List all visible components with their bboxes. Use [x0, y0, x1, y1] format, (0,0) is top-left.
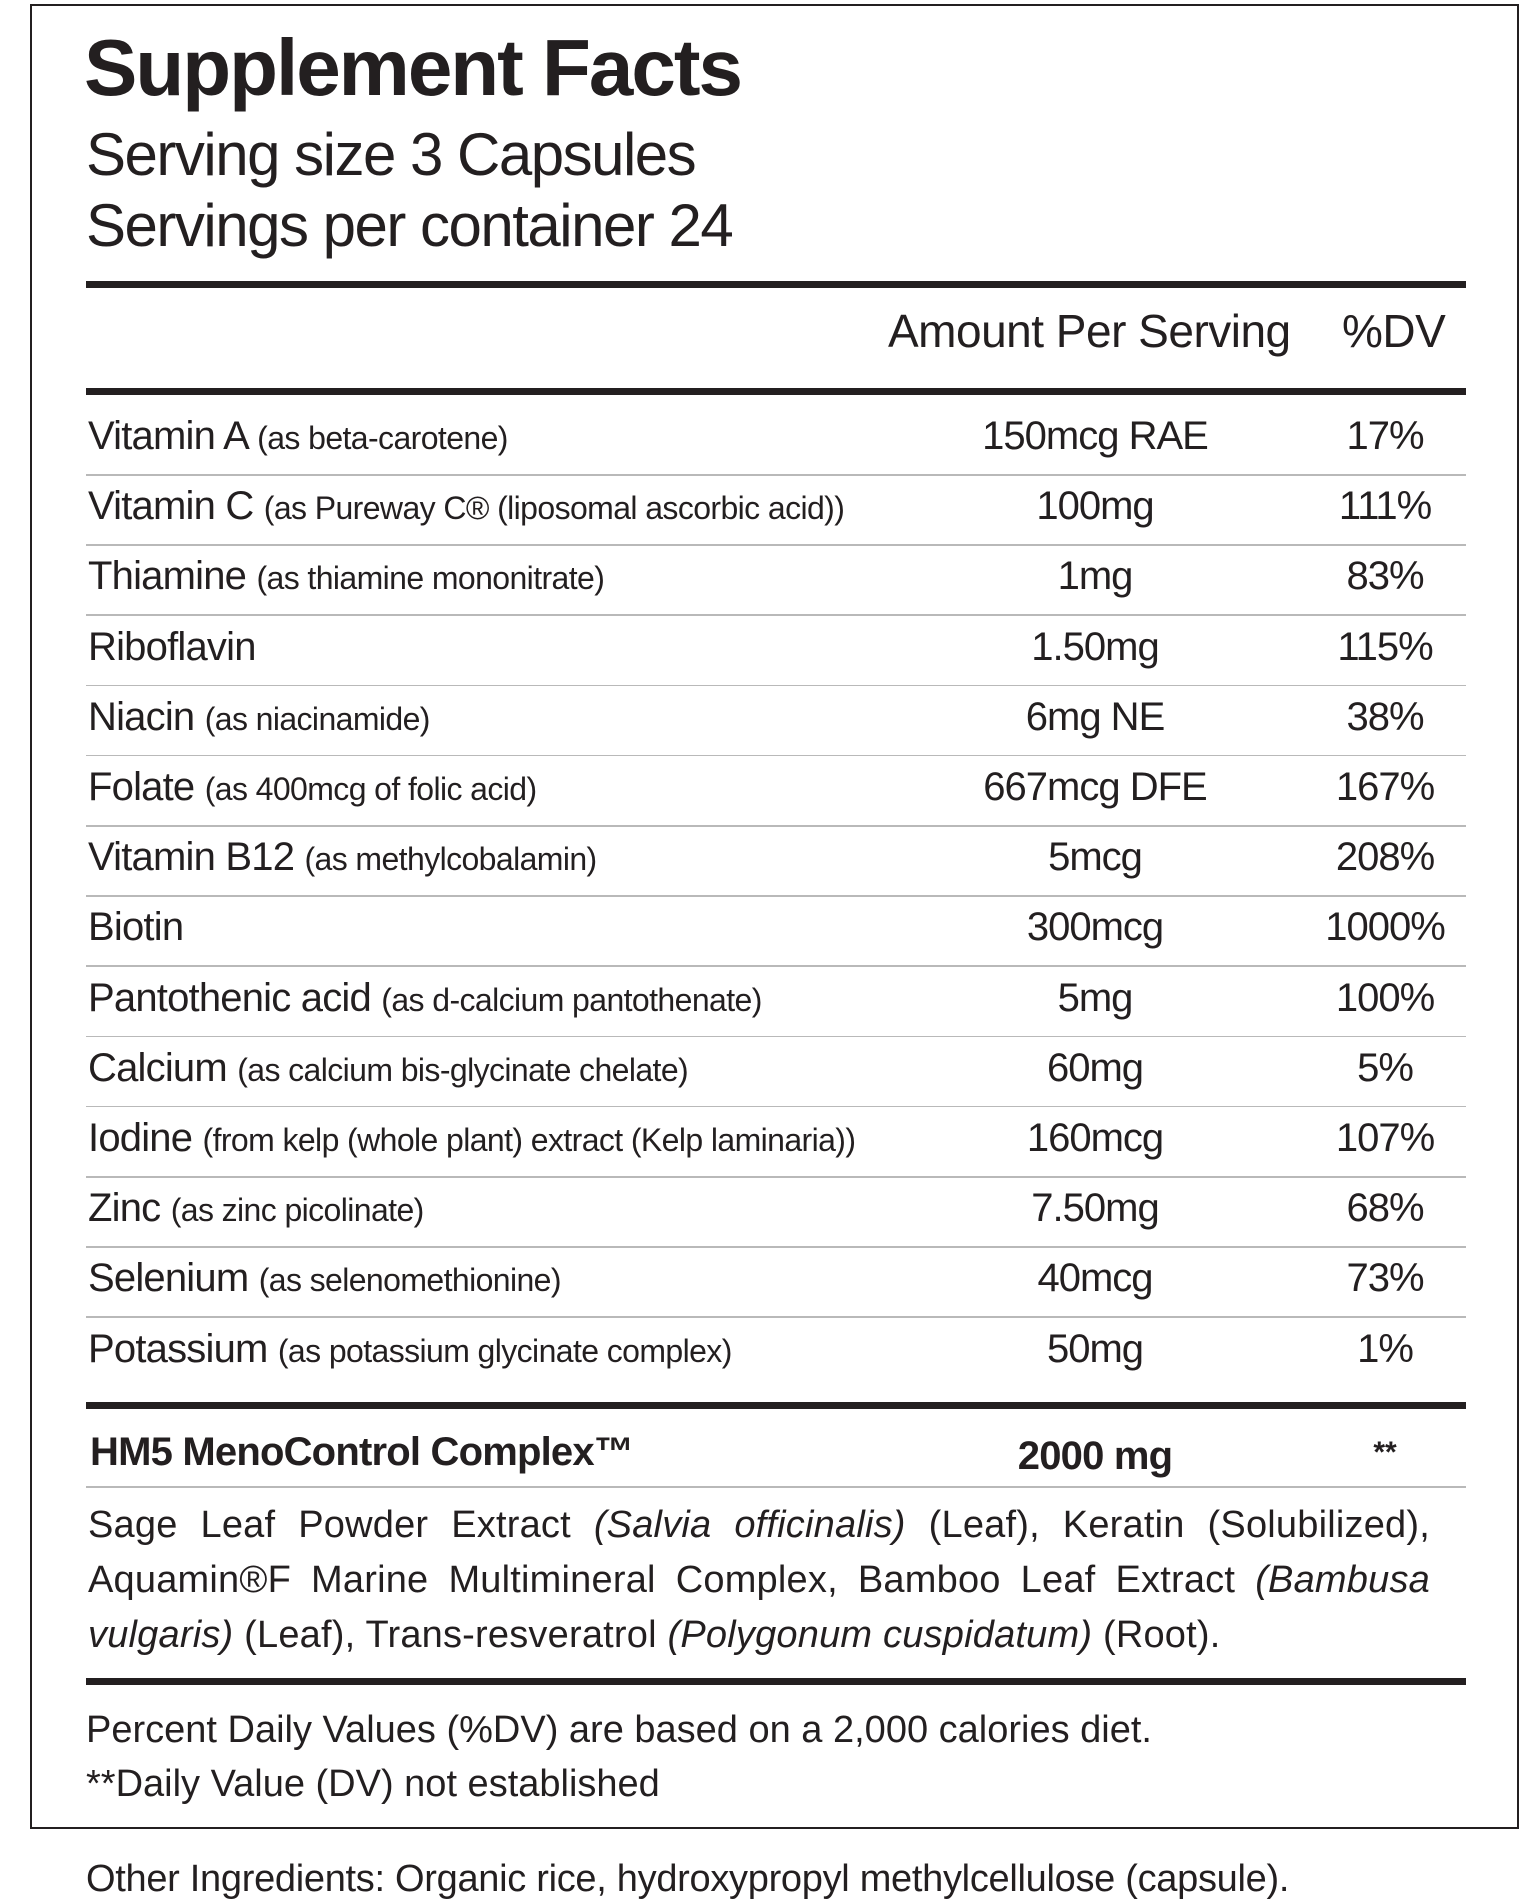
nutrient-name: Biotin [88, 905, 184, 950]
nutrient-dv: 111% [1338, 484, 1432, 529]
nutrient-name: Thiamine (as thiamine mononitrate) [88, 554, 605, 599]
nutrient-name: Potassium (as potassium glycinate complex) [88, 1326, 732, 1371]
complex-divider [86, 1402, 1466, 1409]
nutrient-name: Folate (as 400mcg of folic acid) [88, 765, 537, 809]
nutrient-amount: 5mg [1057, 975, 1133, 1020]
nutrient-name: Selenium (as selenomethionine) [88, 1256, 561, 1301]
serving-size: Serving size 3 Capsules [86, 121, 696, 188]
row-divider [86, 895, 1466, 897]
nutrient-name: Niacin (as niacinamide) [88, 694, 430, 739]
nutrient-amount: 160mcg [1026, 1116, 1164, 1160]
nutrient-dv: 115% [1337, 624, 1433, 669]
row-divider [86, 1246, 1466, 1248]
nutrient-amount: 100mg [1036, 484, 1154, 529]
nutrient-amount: 50mg [1046, 1326, 1144, 1371]
amount-column-header: Amount Per Serving [888, 305, 1291, 357]
row-divider [86, 685, 1466, 687]
dv-not-established-footnote: **Daily Value (DV) not established [86, 1763, 660, 1805]
nutrient-dv: 1000% [1325, 905, 1445, 950]
row-divider [86, 755, 1466, 757]
complex-row-divider [86, 1486, 1466, 1488]
row-divider [86, 1176, 1466, 1178]
nutrient-amount: 667mcg DFE [983, 765, 1207, 809]
nutrient-dv: 68% [1346, 1186, 1424, 1231]
nutrient-amount: 150mcg RAE [982, 414, 1208, 458]
row-divider [86, 474, 1466, 476]
row-divider [86, 1106, 1466, 1108]
panel-title: Supplement Facts [84, 23, 742, 112]
nutrient-dv: 208% [1335, 835, 1435, 880]
complex-name: HM5 MenoControl Complex™ [90, 1430, 634, 1474]
nutrient-name: Calcium (as calcium bis-glycinate chelate) [88, 1045, 689, 1090]
other-ingredients: Other Ingredients: Organic rice, hydroxypropyl methylcellulose (capsule). [86, 1858, 1290, 1900]
nutrient-dv: 107% [1335, 1116, 1435, 1160]
nutrient-amount: 5mcg [1048, 835, 1142, 880]
nutrient-dv: 17% [1346, 414, 1424, 458]
row-divider [86, 1316, 1466, 1318]
nutrient-dv: 83% [1346, 554, 1424, 599]
row-divider [86, 614, 1466, 616]
complex-amount: 2000 mg [1017, 1434, 1173, 1478]
nutrient-dv: 73% [1346, 1256, 1424, 1301]
nutrient-amount: 40mcg [1037, 1256, 1153, 1301]
dv-basis-footnote: Percent Daily Values (%DV) are based on a 2,000 calories diet. [86, 1709, 1152, 1751]
nutrient-dv: 38% [1346, 694, 1424, 739]
row-divider [86, 1036, 1466, 1038]
nutrient-dv: 100% [1335, 975, 1435, 1020]
row-divider [86, 965, 1466, 967]
nutrient-name: Riboflavin [88, 624, 256, 669]
servings-per-container: Servings per container 24 [86, 192, 733, 259]
row-divider [86, 544, 1466, 546]
nutrient-name: Pantothenic acid (as d-calcium pantothenate) [88, 975, 762, 1020]
nutrient-dv: 167% [1335, 765, 1435, 809]
row-divider [86, 825, 1466, 827]
column-header-divider [86, 388, 1466, 395]
footnote-divider [86, 1678, 1466, 1685]
nutrient-dv: 1% [1357, 1326, 1413, 1371]
complex-dv: ** [1373, 1436, 1397, 1469]
dv-column-header: %DV [1342, 305, 1446, 357]
complex-ingredients: Sage Leaf Powder Extract (Salvia officinalis) (Leaf), Keratin (Solubilized), Aquamin®F Marine Multimineral Complex, Bamboo Leaf Extract (Bambusa vulgaris) (Leaf), Trans-resveratrol (Polygonum cuspidatum) (Root). [88, 1504, 1431, 1656]
nutrient-amount: 6mg NE [1025, 694, 1165, 739]
nutrient-amount: 1mg [1057, 554, 1133, 599]
nutrient-dv: 5% [1357, 1045, 1413, 1090]
nutrient-amount: 60mg [1046, 1045, 1144, 1090]
nutrient-amount: 7.50mg [1031, 1186, 1159, 1231]
nutrient-name: Zinc (as zinc picolinate) [88, 1186, 424, 1231]
nutrient-amount: 300mcg [1026, 905, 1164, 950]
nutrient-name: Iodine (from kelp (whole plant) extract (Kelp laminaria)) [88, 1116, 856, 1160]
nutrient-name: Vitamin A (as beta-carotene) [88, 414, 508, 458]
nutrient-amount: 1.50mg [1031, 624, 1159, 669]
nutrient-name: Vitamin C (as Pureway C® (liposomal ascorbic acid)) [88, 484, 845, 529]
header-divider [86, 281, 1466, 288]
nutrient-name: Vitamin B12 (as methylcobalamin) [88, 835, 597, 880]
